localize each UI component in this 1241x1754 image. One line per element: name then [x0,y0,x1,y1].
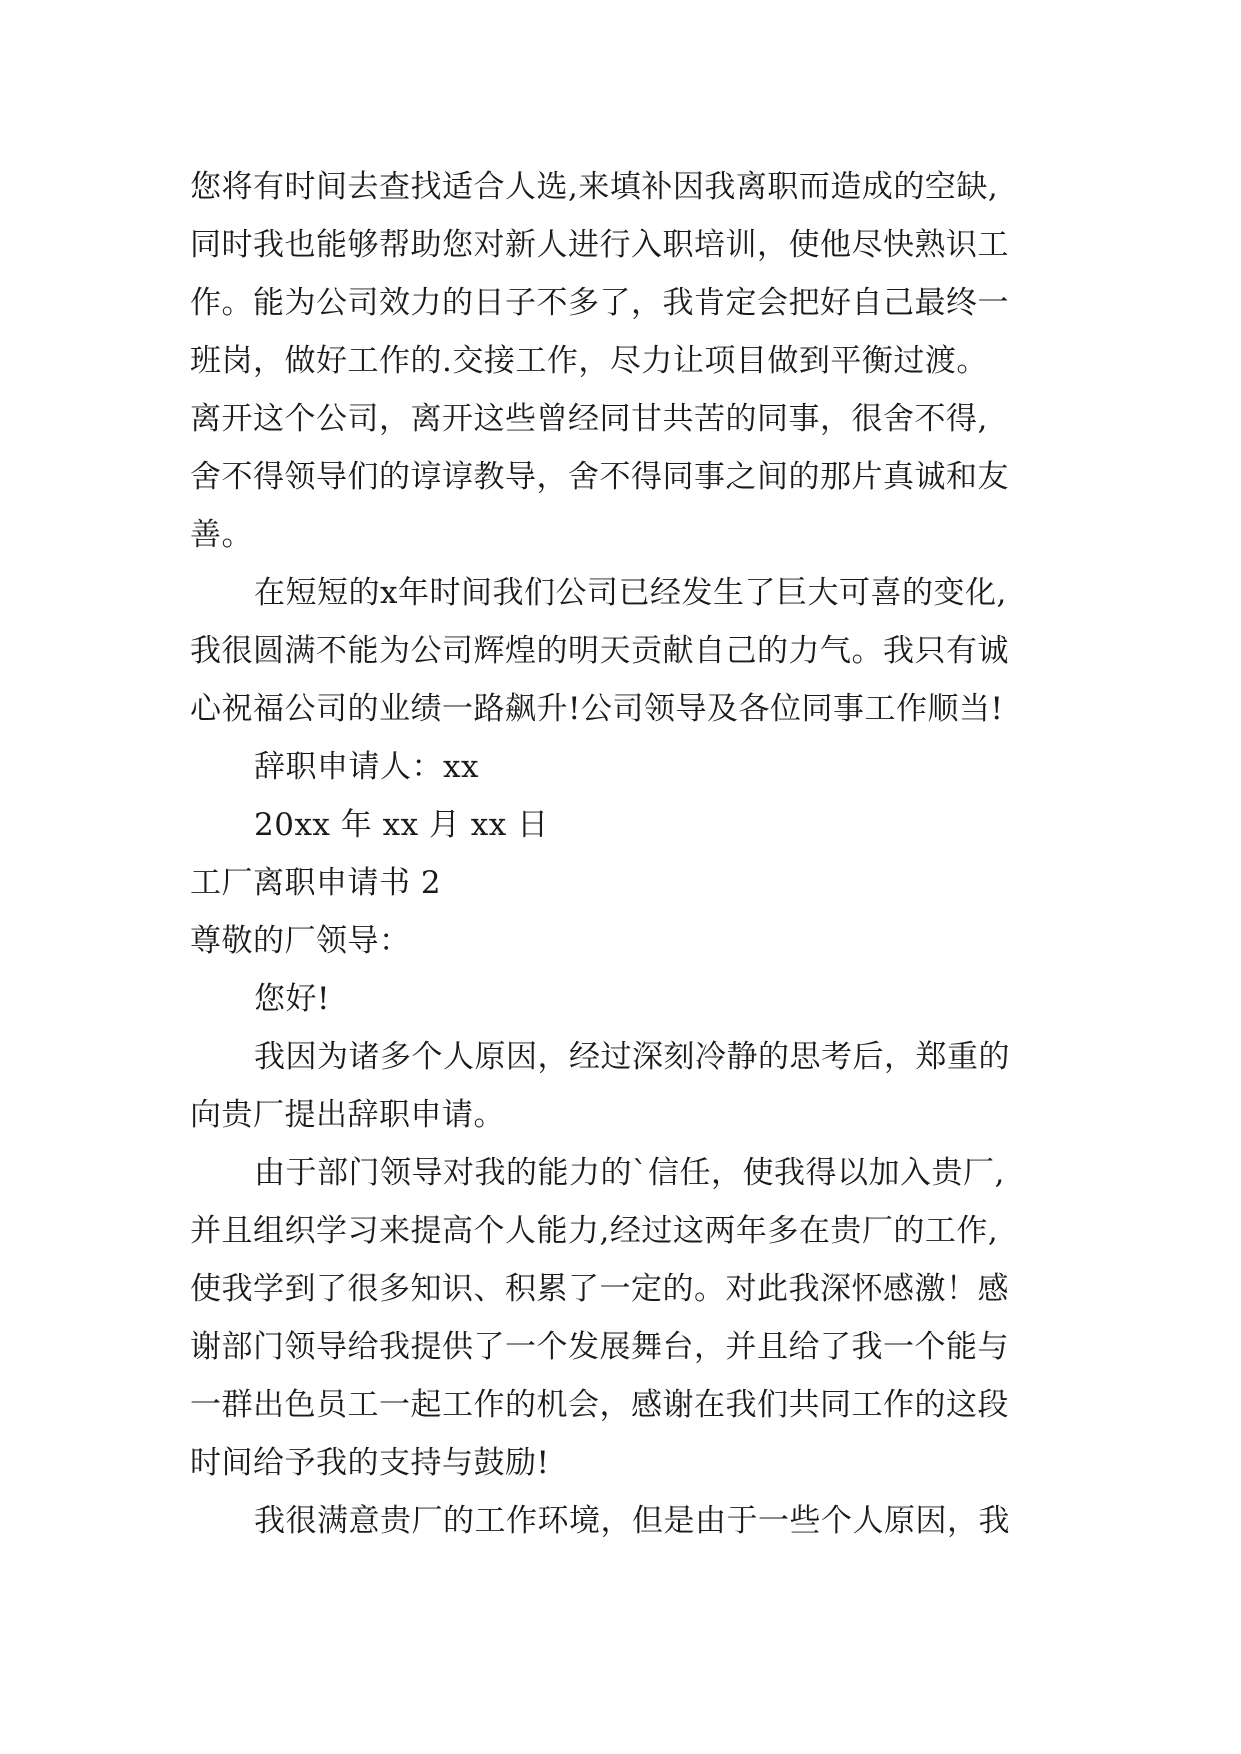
body-line: 时间给予我的支持与鼓励! [190,1445,550,1481]
salutation: 尊敬的厂领导： [190,923,411,959]
body-line: 向贵厂提出辞职申请。 [190,1097,505,1133]
body-line: 谢部门领导给我提供了一个发展舞台，并且给了我一个能与 [190,1329,1009,1365]
body-line: 您将有时间去查找适合人选,来填补因我离职而造成的空缺, [190,169,999,205]
body-line: 善。 [190,517,253,553]
body-line: 我很满意贵厂的工作环境，但是由于一些个人原因，我 [254,1503,1010,1539]
body-line: 由于部门领导对我的能力的`信任，使我得以加入贵厂, [254,1155,1005,1191]
body-line: 我很圆满不能为公司辉煌的明天贡献自己的力气。我只有诚 [190,633,1009,669]
body-line: 离开这个公司，离开这些曾经同甘共苦的同事，很舍不得, [190,401,988,437]
date-line: 20xx 年 xx 月 xx 日 [254,807,549,843]
section-title: 工厂离职申请书 2 [190,865,442,901]
body-line: 一群出色员工一起工作的机会，感谢在我们共同工作的这段 [190,1387,1009,1423]
body-line: 使我学到了很多知识、积累了一定的。对此我深怀感激！感 [190,1271,1009,1307]
body-line: 舍不得领导们的谆谆教导，舍不得同事之间的那片真诚和友 [190,459,1009,495]
body-line: 并且组织学习来提高个人能力,经过这两年多在贵厂的工作, [190,1213,999,1249]
body-line: 班岗，做好工作的.交接工作，尽力让项目做到平衡过渡。 [190,343,988,379]
body-line: 在短短的x年时间我们公司已经发生了巨大可喜的变化, [254,575,1007,611]
body-line: 同时我也能够帮助您对新人进行入职培训，使他尽快熟识工 [190,227,1009,263]
signature-line: 辞职申请人：xx [254,749,479,785]
body-line: 心祝福公司的业绩一路飙升!公司领导及各位同事工作顺当! [190,691,1004,727]
body-line: 作。能为公司效力的日子不多了，我肯定会把好自己最终一 [190,285,1009,321]
greeting: 您好! [254,981,330,1017]
body-line: 我因为诸多个人原因，经过深刻冷静的思考后，郑重的 [254,1039,1010,1075]
